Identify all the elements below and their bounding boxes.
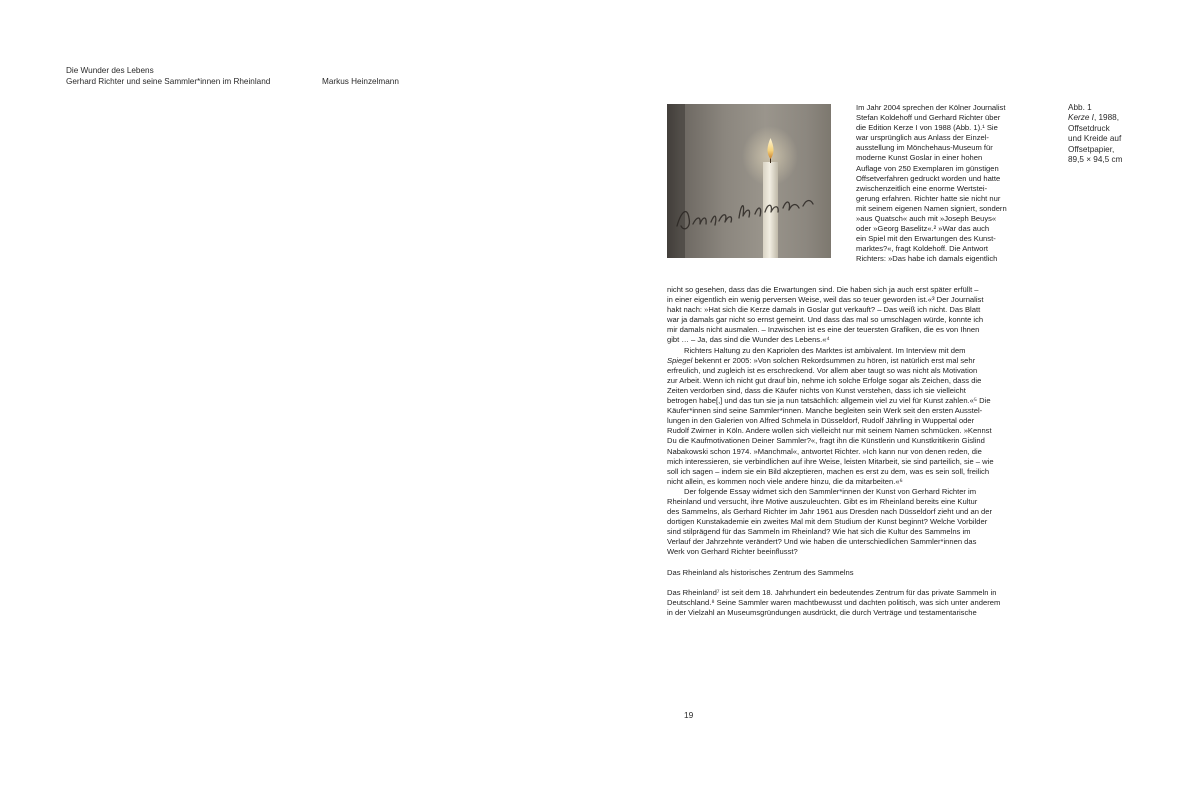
paragraph-1	[667, 285, 1029, 346]
text-line: des Sammelns, als Gerhard Richter im Jahr 1961 aus Dresden nach Düsseldorf zieht und an der	[667, 507, 993, 517]
text-line: zwischenzeitlich eine enorme Wertstei-	[856, 183, 988, 193]
text-line: ausstellung im Mönchehaus-Museum für	[856, 143, 993, 153]
caption-material-1: und Kreide auf	[1068, 134, 1122, 144]
text-line: betrogen habe[,] und das tun sie ja nun tatsächlich: allgemein viel zu viel für Kunst zahlen.«⁵ Die	[667, 396, 991, 406]
body-text-narrow-column	[856, 103, 1036, 265]
text-line: war ja damals gar nicht so ernst gemeint. Und dass das mal so umschlagen würde, konnte ich	[667, 315, 984, 325]
text-line: marktes?«, fragt Koldehoff. Die Antwort	[856, 244, 988, 254]
text-line: erfreulich, und zugleich ist es erschreckend. Vor allem aber taugt so was nicht als Motivation	[667, 365, 978, 375]
paragraph-4	[667, 588, 1029, 618]
candle-illustration	[667, 104, 831, 258]
figure-caption	[1068, 103, 1122, 165]
text-line: Zeiten verdorben sind, dass die Käufer nichts von Kunst verstehen, dass ich sie vielleicht	[667, 385, 966, 395]
section-heading: Das Rheinland als historisches Zentrum des Sammelns	[667, 567, 854, 577]
text-line: Der folgende Essay widmet sich den Sammler*innen der Kunst von Gerhard Richter im	[684, 486, 977, 496]
text-line: in der Vielzahl an Museumsgründungen ausdrückt, die durch Verträge und testamentarische	[667, 608, 977, 617]
text-line: Spiegel bekennt er 2005: »Von solchen Rekordsummen zu hören, ist natürlich erst mal sehr	[667, 355, 976, 365]
text-line: lungen in den Galerien von Alfred Schmela in Düsseldorf, Rudolf Jährling in Wuppertal oder	[667, 416, 975, 426]
text-line: sind stilprägend für das Sammeln im Rheinland? Wie hat sich die Kultur des Sammelns im	[667, 527, 971, 537]
text-line: Deutschland.⁸ Seine Sammler waren machtbewusst und dachten politisch, was sich unter anderem	[667, 597, 1001, 607]
text-line: Auflage von 250 Exemplaren im günstigen	[856, 163, 999, 173]
caption-title: Kerze I, 1988,	[1068, 113, 1119, 123]
text-line: nicht so gesehen, dass das die Erwartungen sind. Die haben sich ja auch erst später erfüllt –	[667, 285, 979, 294]
running-head-subtitle: Gerhard Richter und seine Sammler*innen im Rheinland	[66, 77, 271, 86]
text-line: war ursprünglich aus Anlass der Einzel-	[856, 133, 989, 143]
text-line: Nabakowski schon 1974. »Manchmal«, antwortet Richter. »Ich kann nur von denen reden, die	[667, 446, 982, 456]
text-line: gerung erfahren. Richter hatte sie nicht nur	[856, 193, 1001, 203]
running-head-title: Die Wunder des Lebens	[66, 66, 154, 75]
text-line: zur Arbeit. Wenn ich nicht gut drauf bin, nehme ich solche Erfolge sogar als Zeichen, dass die	[667, 375, 982, 385]
text-line: Im Jahr 2004 sprechen der Kölner Journalist	[856, 103, 1006, 112]
page-number: 19	[684, 710, 694, 720]
text-line: Rudolf Zwirner in Köln. Andere wollen sich vielleicht nur mit seinem Namen schmücken. »Kennst	[667, 426, 992, 436]
text-line: mit seinem eigenen Namen signiert, sondern	[856, 203, 1007, 213]
text-line: Stefan Koldehoff und Gerhard Richter über	[856, 113, 1001, 123]
text-line: die Edition Kerze I von 1988 (Abb. 1).¹ Sie	[856, 123, 998, 133]
spacer	[667, 578, 1029, 588]
caption-material-2: Offsetpapier,	[1068, 144, 1115, 154]
text-line: gibt … – Ja, das sind die Wunder des Lebens.«⁴	[667, 335, 830, 345]
text-line: in einer eigentlich ein wenig perversen Weise, weil das so teuer geworden ist.«³ Der Journalist	[667, 295, 984, 305]
text-line: Werk von Gerhard Richter beeinflusst?	[667, 547, 798, 557]
text-line: nicht allein, es kommen noch viele andere hinzu, die da mitarbeiten.«⁶	[667, 476, 903, 486]
text-line: hakt nach: »Hat sich die Kerze damals in Goslar gut verkauft? – Das weiß ich nicht. Das Blatt	[667, 305, 981, 315]
text-line: Richters Haltung zu den Kapriolen des Marktes ist ambivalent. Im Interview mit dem	[684, 345, 966, 355]
text-line: Du die Kaufmotivationen Deiner Sammler?«, fragt ihn die Künstlerin und Kunstkritikerin Gislind	[667, 436, 985, 446]
paragraph-3	[667, 487, 1029, 558]
running-head-author: Markus Heinzelmann	[322, 77, 399, 86]
paragraph-2	[667, 346, 1029, 487]
text-line: ein Spiel mit den Erwartungen des Kunst-	[856, 234, 996, 244]
text-line: Das Rheinland⁷ ist seit dem 18. Jahrhundert ein bedeutendes Zentrum für das private Sammeln in	[667, 587, 997, 597]
caption-label: Abb. 1	[1068, 103, 1092, 112]
text-line: Käufer*innen sind seine Sammler*innen. Manche begleiten sein Werk seit den ersten Ausstel-	[667, 406, 983, 416]
caption-dimensions: 89,5 × 94,5 cm	[1068, 155, 1123, 165]
text-line: »aus Quatsch« auch mit »Joseph Beuys«	[856, 214, 997, 224]
text-line: Richters: »Das habe ich damals eigentlich	[856, 254, 998, 264]
spacer	[667, 558, 1029, 568]
text-line: moderne Kunst Goslar in einer hohen	[856, 153, 983, 163]
text-line: soll ich sagen – indem sie ein Bild akzeptieren, machen es erst zu dem, was es sein soll, freilich	[667, 466, 990, 476]
text-line: Rheinland und versucht, ihre Motive auszuleuchten. Gibt es im Rheinland bereits eine Kultur	[667, 496, 978, 506]
text-line: oder »Georg Baselitz«.² »War das auch	[856, 224, 990, 234]
body-text-wide-column	[667, 285, 1029, 618]
text-line: Verlauf der Jahrzehnte verändert? Und wie haben die unterschiedlichen Sammler*innen das	[667, 537, 977, 547]
caption-technique: Offsetdruck	[1068, 123, 1110, 133]
text-line: Offsetverfahren gedruckt worden und hatte	[856, 173, 1001, 183]
text-line: mich interessieren, sie verbindlichen auf ihre Weise, leisten Mitarbeit, sie sind parteilich, sie – wie	[667, 456, 994, 466]
candle-figure-image	[667, 104, 831, 258]
text-line: dortigen Kunstakademie ein zweites Mal mit dem Studium der Kunst beginnt? Welche Vorbilder	[667, 517, 988, 527]
running-head	[66, 65, 270, 87]
text-line: mir damals nicht ausmalen. – Inzwischen ist es eine der teuersten Grafiken, die es von Ihnen	[667, 325, 980, 335]
